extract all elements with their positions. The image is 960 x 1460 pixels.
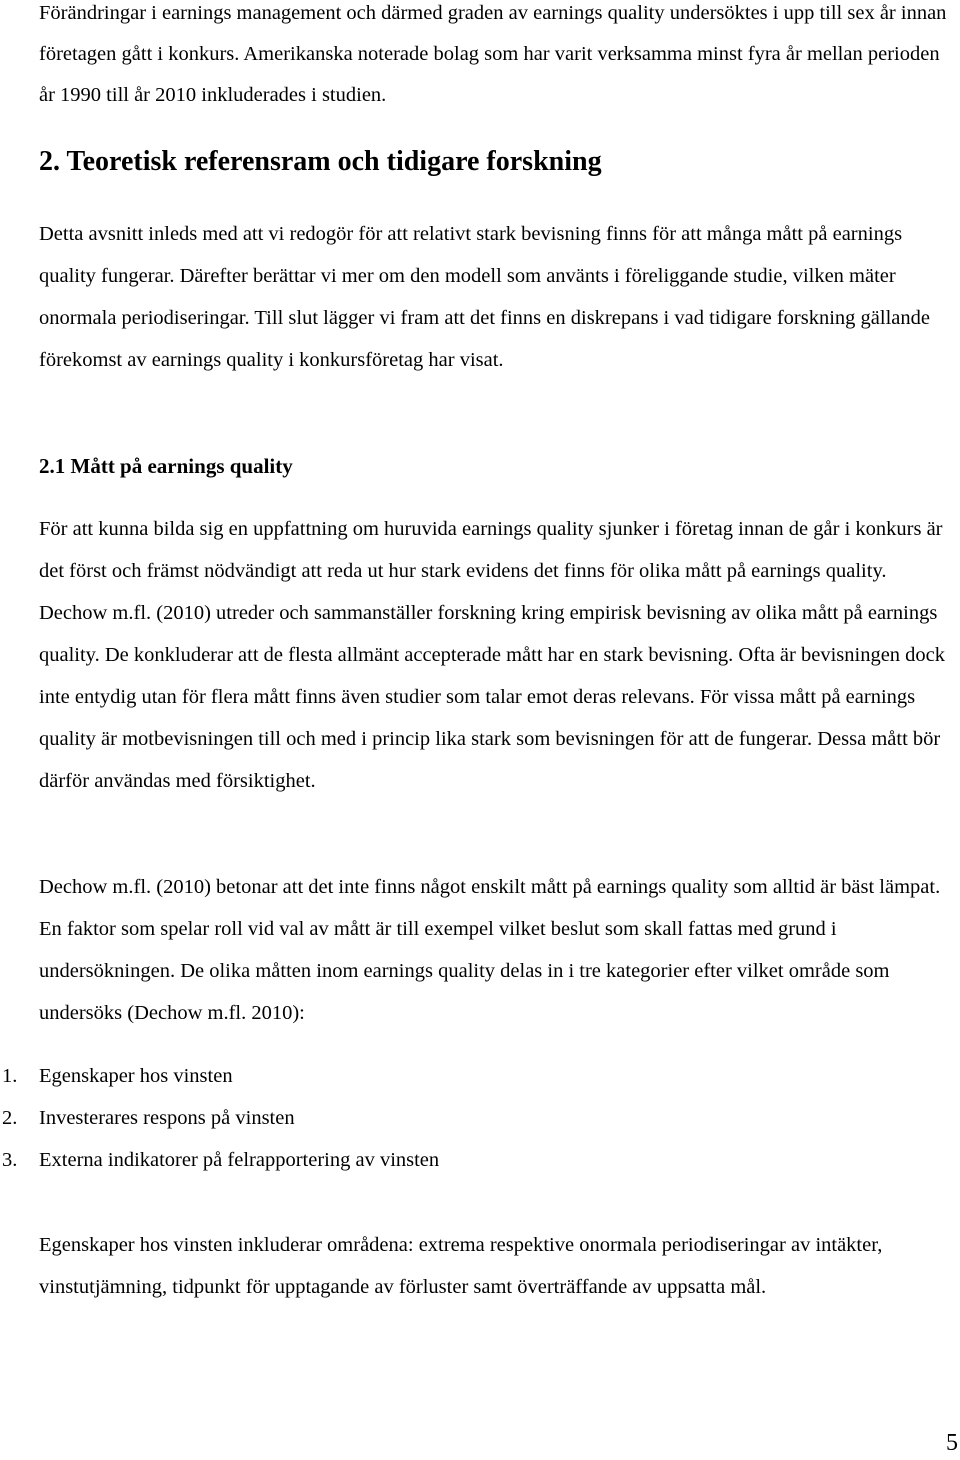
list-item-number: 3.	[2, 1149, 18, 1171]
list-item-text: Externa indikatorer på felrapportering av vinsten	[39, 1149, 440, 1171]
section-2-1-paragraph-1: För att kunna bilda sig en uppfattning om huruvida earnings quality sjunker i företag innan de går i konkurs är det först och främst nödvändigt att reda ut hur stark evidens det finns för olika mått på earnings quality. Dechow m.fl. (2010) utreder och sammanställer forskning kring empirisk bevisning av olika mått på earnings quality. De konkluderar att de flesta allmänt accepterade mått har en stark bevisning. Ofta är bevisningen dock inte entydig utan för flera mått finns även studier som talar emot deras relevans. För vissa mått på earnings quality är motbevisningen till och med i princip lika stark som bevisningen för att de fungerar. Dessa mått bör därför användas med försiktighet.	[39, 518, 946, 792]
list-item-number: 1.	[2, 1065, 18, 1087]
list-item-text: Investerares respons på vinsten	[39, 1107, 295, 1129]
list-item-text: Egenskaper hos vinsten	[39, 1065, 233, 1087]
page-number: 5	[946, 1430, 958, 1456]
section-2-paragraph: Detta avsnitt inleds med att vi redogör för att relativt stark bevisning finns för att många mått på earnings quality fungerar. Därefter berättar vi mer om den modell som använts i föreliggande studie, vilken mäter onormala periodiseringar. Till slut lägger vi fram att det finns en diskrepans i vad tidigare forskning gällande förekomst av earnings quality i konkursföretag har visat.	[39, 223, 930, 371]
section-2-heading: 2. Teoretisk referensram och tidigare forskning	[39, 146, 602, 177]
intro-paragraph: Förändringar i earnings management och därmed graden av earnings quality undersöktes i upp till sex år innan företagen gått i konkurs. Amerikanska noterade bolag som har varit verksamma minst fyra år mellan perioden år 1990 till år 2010 inkluderades i studien.	[39, 2, 947, 106]
section-2-1-paragraph-2: Dechow m.fl. (2010) betonar att det inte finns något enskilt mått på earnings quality som alltid är bäst lämpat. En faktor som spelar roll vid val av mått är till exempel vilket beslut som skall fattas med grund i undersökningen. De olika måtten inom earnings quality delas in i tre kategorier efter vilket område som undersöks (Dechow m.fl. 2010):	[39, 876, 941, 1024]
section-2-1-paragraph-3: Egenskaper hos vinsten inkluderar områdena: extrema respektive onormala periodiseringar av intäkter, vinstutjämning, tidpunkt för upptagande av förluster samt överträffande av uppsatta mål.	[39, 1234, 883, 1298]
list-item-number: 2.	[2, 1107, 18, 1129]
section-2-1-heading: 2.1 Mått på earnings quality	[39, 454, 293, 478]
